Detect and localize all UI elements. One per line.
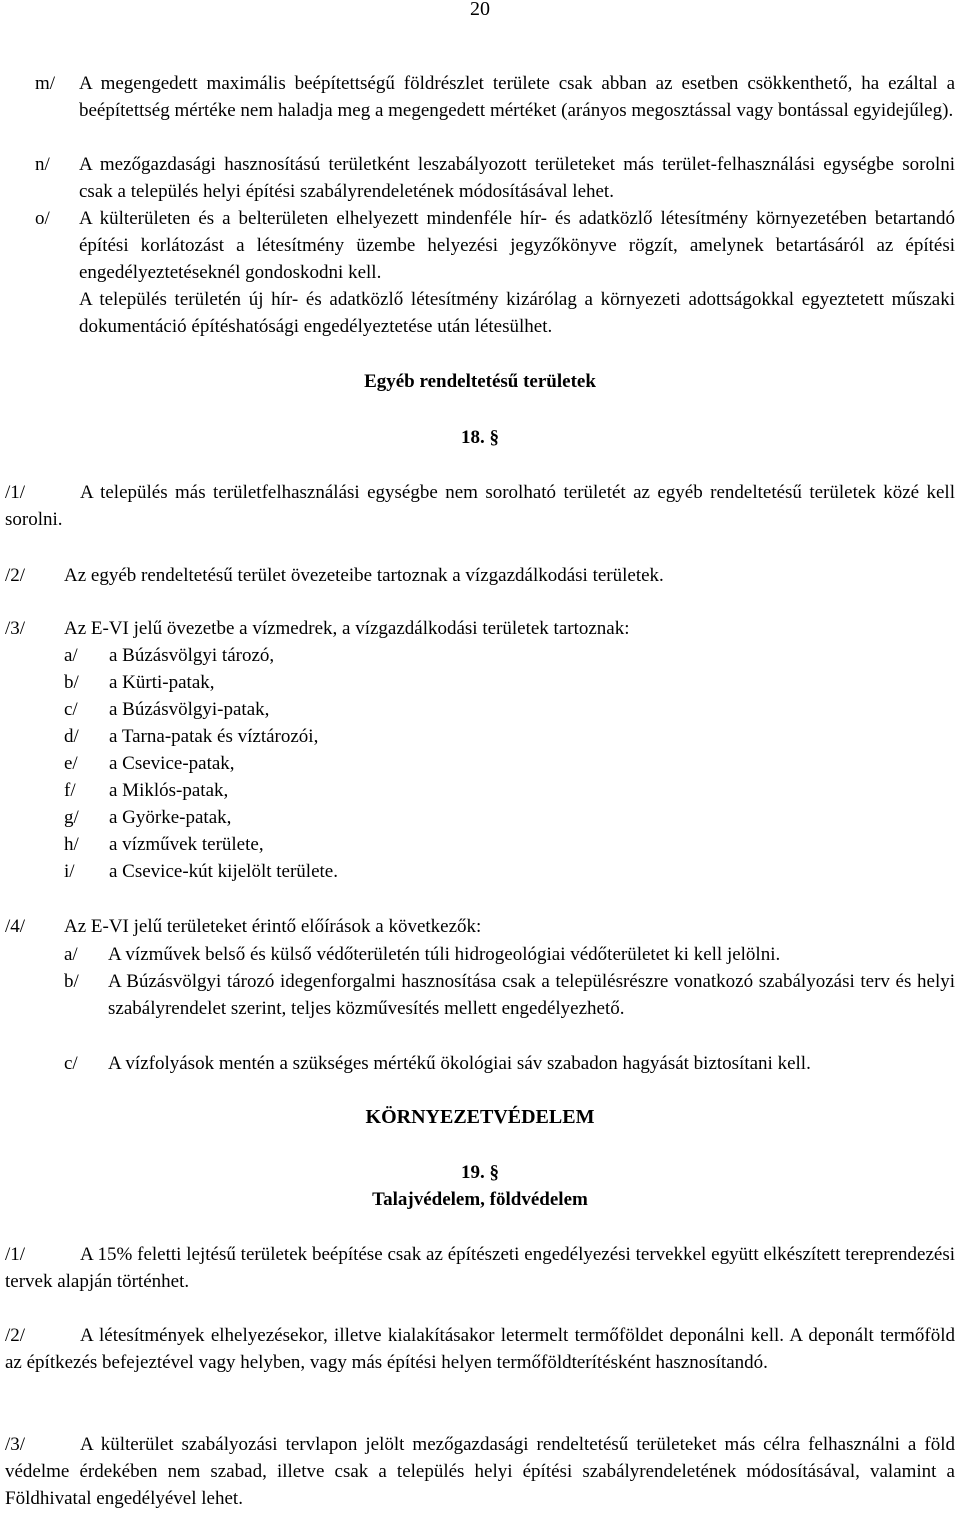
list-label: h/ (64, 834, 79, 855)
list-text: a vízművek területe, (109, 834, 264, 855)
list-text: a Györke-patak, (109, 807, 232, 828)
list-label: i/ (64, 861, 75, 882)
page-number: 20 (470, 0, 490, 20)
paragraph-label: /2/ (5, 1325, 26, 1346)
section-number: 18. § (461, 427, 499, 448)
paragraph-1 (5, 479, 955, 533)
section-heading: Egyéb rendeltetésű területek (364, 371, 596, 392)
paragraph-text: A létesítmények elhelyezésekor, illetve kialakításakor letermelt termőföldet deponálni kell. A deponált termőföld az építkezés befejeztével vagy helyben, vagy más építési helyen termőföldterítésként hasznosítandó. (5, 1325, 955, 1373)
list-text: a Búzásvölgyi tározó, (109, 645, 275, 666)
list-text: A Búzásvölgyi tározó idegenforgalmi hasznosítása csak a településrészre vonatkozó szabályozási terv és helyi szabályrendelet szerint, teljes közművesítés mellett engedélyezhető. (108, 971, 955, 1019)
paragraph-2 (5, 1322, 955, 1376)
list-text: A vízművek belső és külső védőterületén túli hidrogeológiai védőterületet ki kell jelölni. (108, 944, 781, 965)
section-heading: KÖRNYEZETVÉDELEM (365, 1106, 595, 1128)
list-label: c/ (64, 699, 78, 720)
list-label: m/ (35, 73, 56, 94)
list-text: A mezőgazdasági hasznosítású területként leszabályozott területeket más terület-felhasználási egységbe sorolni csak a település helyi építési szabályrendeletének módosításával lehet. (79, 154, 955, 202)
paragraph-text: A település más területfelhasználási egységbe nem sorolható területét az egyéb rendeltetésű területek közé kell sorolni. (5, 482, 955, 530)
paragraph-4-label: /4/ (5, 916, 26, 937)
list-text: a Tarna-patak és víztározói, (109, 726, 319, 747)
list-text: a Csevice-patak, (109, 753, 235, 774)
list-label: n/ (35, 154, 50, 175)
list-label: d/ (64, 726, 79, 747)
list-label: b/ (64, 971, 79, 992)
section-number: 19. § (461, 1162, 499, 1183)
list-text: a Kürti-patak, (109, 672, 215, 693)
paragraph-3 (5, 1431, 955, 1512)
paragraph-1 (5, 1241, 955, 1295)
paragraph-3-label: /3/ (5, 618, 26, 639)
paragraph-4-text: Az E-VI jelű területeket érintő előírások a következők: (64, 916, 482, 937)
list-label: b/ (64, 672, 79, 693)
paragraph-label: /1/ (5, 482, 26, 503)
list-label: e/ (64, 753, 78, 774)
list-text: a Miklós-patak, (109, 780, 229, 801)
list-text: a Csevice-kút kijelölt területe. (109, 861, 338, 882)
list-label: a/ (64, 944, 78, 965)
paragraph-label: /1/ (5, 1244, 26, 1265)
paragraph-label: /3/ (5, 1434, 26, 1455)
list-label: f/ (64, 780, 76, 801)
list-text: A megengedett maximális beépítettségű földrészlet területe csak abban az esetben csökkenthető, ha ezáltal a beépítettség mértéke nem haladja meg a megengedett mértéket (arányos megosztással vagy bontással egyidejűleg). (79, 73, 955, 121)
paragraph-2-label: /2/ (5, 565, 26, 586)
list-label: a/ (64, 645, 78, 666)
paragraph-text: A külterület szabályozási tervlapon jelölt mezőgazdasági rendeltetésű területeket más célra felhasználni a föld védelme érdekében nem szabad, illetve csak a település helyi építési szabályrendeletének módosításával, valamint a Földhivatal engedélyével lehet. (5, 1434, 955, 1509)
list-label: c/ (64, 1053, 78, 1074)
list-text: a Búzásvölgyi-patak, (109, 699, 270, 720)
paragraph-3-text: Az E-VI jelű övezetbe a vízmedrek, a vízgazdálkodási területek tartoznak: (64, 618, 630, 639)
paragraph-text: A 15% feletti lejtésű területek beépítése csak az építészeti engedélyezési tervekkel együtt elkészített tereprendezési tervek alapján történhet. (5, 1244, 955, 1292)
list-text: A külterületen és a belterületen elhelyezett mindenféle hír- és adatközlő létesítmény környezetében betartandó építési korlátozást a létesítmény üzembe helyezési jegyzőkönyve rögzít, amelynek betartásáról az építési engedélyeztetéseknél gondoskodni kell. (79, 208, 955, 283)
list-label: g/ (64, 807, 79, 828)
list-text: A vízfolyások mentén a szükséges mértékű ökológiai sáv szabadon hagyását biztosítani kell. (108, 1053, 811, 1074)
list-text-extra: A település területén új hír- és adatközlő létesítmény kizárólag a környezeti adottságokkal egyeztetett műszaki dokumentáció építéshatósági engedélyeztetése után létesülhet. (79, 289, 955, 337)
paragraph-2-text: Az egyéb rendeltetésű terület övezeteibe tartoznak a vízgazdálkodási területek. (64, 565, 664, 586)
section-subheading: Talajvédelem, földvédelem (372, 1189, 588, 1210)
list-label: o/ (35, 208, 50, 229)
